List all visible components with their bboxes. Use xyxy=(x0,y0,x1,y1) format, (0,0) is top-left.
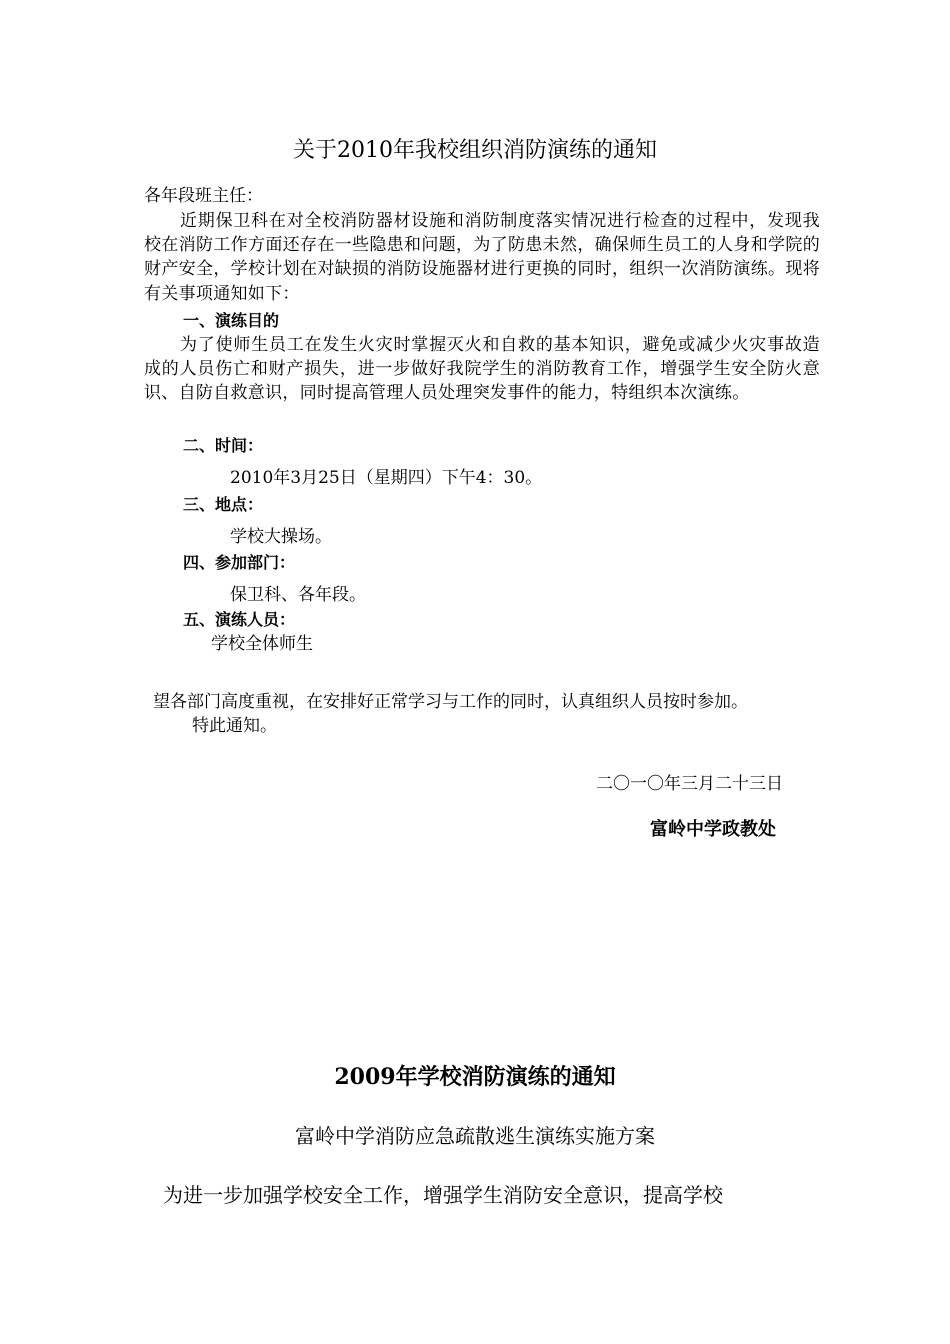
section-content-time: 2010年3月25日（星期四）下午4：30。 xyxy=(230,468,543,488)
section-heading-time: 二、时间： xyxy=(183,436,264,455)
salutation: 各年段班主任： xyxy=(144,186,263,206)
issue-date: 二〇一〇年三月二十三日 xyxy=(596,774,783,794)
intro-paragraph: 近期保卫科在对全校消防器材设施和消防制度落实情况进行检查的过程中，发现我校在消防工作方面还存在一些隐患和问题，为了防患未然，确保师生员工的人身和学院的财产安全，学校计划在对缺损的消防设施器材进行更换的同时，组织一次消防演练。现将有关事项通知如下： xyxy=(144,211,820,304)
notice2-subtitle: 富岭中学消防应急疏散逃生演练实施方案 xyxy=(295,1124,655,1148)
notice-title: 关于2010年我校组织消防演练的通知 xyxy=(293,138,657,163)
section-content-purpose: 为了使师生员工在发生火灾时掌握灭火和自救的基本知识，避免或减少火灾事故造成的人员伤亡和财产损失，进一步做好我院学生的消防教育工作，增强学生安全防火意识、自防自救意识，同时提高管理人员处理突发事件的能力，特组织本次演练。 xyxy=(144,335,820,404)
closing-remark: 特此通知。 xyxy=(192,716,277,736)
section-heading-participants: 五、演练人员： xyxy=(183,610,296,629)
section-heading-location: 三、地点： xyxy=(183,495,264,514)
section-content-departments: 保卫科、各年段。 xyxy=(230,585,366,605)
section-content-location: 学校大操场。 xyxy=(230,527,332,547)
section-heading-departments: 四、参加部门： xyxy=(183,553,296,572)
notice2-title: 2009年学校消防演练的通知 xyxy=(334,1064,616,1090)
section-heading-purpose: 一、演练目的 xyxy=(183,311,280,330)
issuer-signature: 富岭中学政教处 xyxy=(650,819,776,840)
notice2-first-line: 为进一步加强学校安全工作，增强学生消防安全意识，提高学校 xyxy=(163,1183,723,1207)
closing-paragraph: 望各部门高度重视，在安排好正常学习与工作的同时，认真组织人员按时参加。 xyxy=(153,692,748,712)
section-content-participants: 学校全体师生 xyxy=(211,634,313,654)
